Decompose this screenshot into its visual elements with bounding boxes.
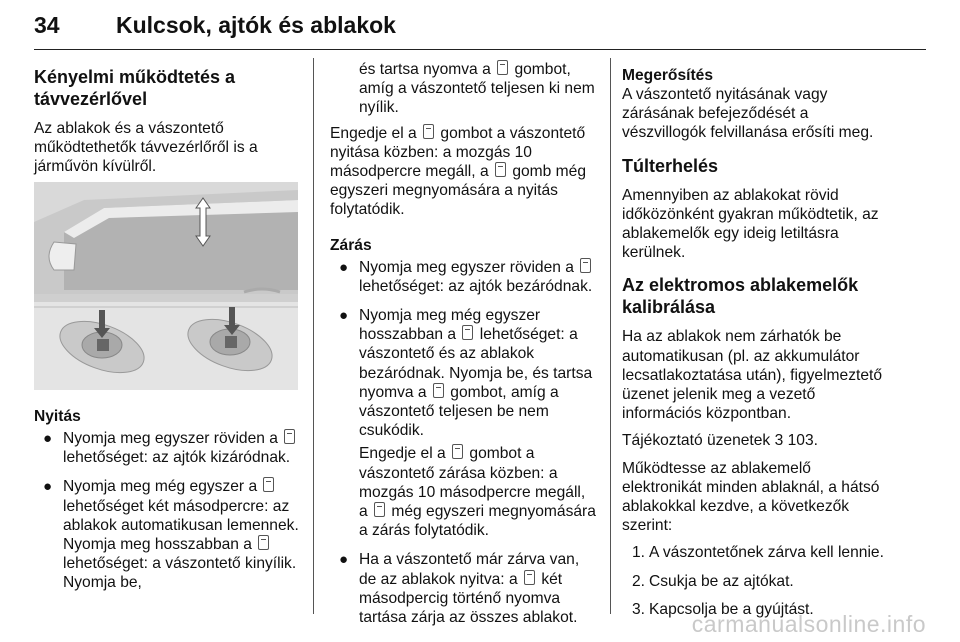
- confirm-heading: Megerősítés: [622, 67, 713, 84]
- steps-list: [622, 543, 892, 619]
- bullet: ●: [339, 307, 349, 325]
- lock-key-icon: [374, 502, 385, 517]
- header-rule: [34, 49, 926, 50]
- steps-intro: Működtesse az ablakemelő elektronikát minden ablaknál, a hátsó ablakokkal kezdve, a következők szerint:: [622, 459, 880, 535]
- list-item: ● Nyomja meg még egyszer hosszabban a lehetőséget: a vászontető és az ablakok bezáródnak. Nyomja be, és tartsa nyomva a gombot, amíg a vászontető teljesen be nem csukódik.: [339, 307, 593, 440]
- page-title: Kulcsok, ajtók és ablakok: [116, 12, 396, 38]
- watermark: carmanualsonline.info: [691, 611, 926, 637]
- figure-remote-and-window: [34, 182, 298, 390]
- intro-text: Az ablakok és a vászontető működtethetők távvezérlőről is a járművön kívülről.: [34, 120, 258, 176]
- overload-heading: Túlterhelés: [622, 155, 719, 176]
- column-3: [622, 66, 892, 628]
- bullet: ●: [43, 478, 53, 496]
- paragraph: Engedje el a gombot a vászontető nyitása közben: a mozgás 10 másodpercre megáll, a gomb még egyszeri megnyomására a nyitás folytatódik.: [330, 124, 586, 219]
- unlock-key-icon: [284, 429, 295, 444]
- page-number: 34: [34, 12, 60, 38]
- list-item: ● Nyomja meg még egyszer a lehetőséget két másodpercre: az ablakok automatikusan lemennek. Nyomja meg hosszabban a lehetőséget: a vászontető kinyílik. Nyomja be,: [43, 478, 299, 592]
- step-item: 2. Csukja be az ajtókat.: [632, 572, 794, 590]
- opening-heading: Nyitás: [34, 408, 81, 425]
- closing-list: [330, 258, 596, 628]
- closing-heading: Zárás: [330, 236, 372, 254]
- column-2: [330, 60, 596, 637]
- lock-key-icon: [524, 570, 535, 585]
- confirm-text: A vászontető nyitásának vagy zárásának befejeződését a vészvillogók felvillanása erősíti meg.: [622, 86, 874, 142]
- opening-section: [34, 407, 304, 603]
- section-heading: Kényelmi működtetés a távvezérlővel: [34, 67, 236, 109]
- lock-key-icon: [462, 325, 473, 340]
- lock-key-icon: [452, 444, 463, 459]
- list-item: ● Ha a vászontető már zárva van, de az ablakok nyitva: a két másodpercig történő nyomva tartása zárja az összes ablakot.: [339, 551, 580, 627]
- step-item: 1. A vászontetőnek zárva kell lennie.: [632, 544, 884, 562]
- list-item-continued: Engedje el a gombot a vászontető zárása közben: a mozgás 10 másodpercre megáll, a még egyszeri megnyomására a zárás folytatódik.: [359, 445, 596, 540]
- bullet: ●: [43, 430, 53, 447]
- overload-text: Amennyiben az ablakokat rövid időközönként gyakran működtetik, az ablakemelők egy ideig letiltásra kerülnek.: [622, 186, 879, 262]
- unlock-key-icon: [497, 60, 508, 75]
- column-divider: [610, 58, 611, 614]
- column-1: [34, 60, 304, 185]
- unlock-key-icon: [263, 477, 274, 492]
- list-item-continued: és tartsa nyomva a gombot, amíg a vászontető teljesen ki nem nyílik.: [359, 61, 595, 117]
- calibration-heading: Az elektromos ablakemelők kalibrálása: [622, 275, 859, 318]
- lock-key-icon: [433, 383, 444, 398]
- opening-list: [34, 429, 304, 593]
- bullet: ●: [339, 551, 349, 569]
- unlock-key-icon: [423, 124, 434, 139]
- column-divider: [313, 58, 314, 614]
- calibration-text: Ha az ablakok nem zárhatók be automatikusan (pl. az akkumulátor lecsatlakoztatása után), figyelmeztető üzenet jelenik meg a vezető információs központban.: [622, 328, 883, 423]
- unlock-key-icon: [258, 535, 269, 550]
- lock-key-icon: [580, 258, 591, 273]
- unlock-key-icon: [495, 162, 506, 177]
- arrow-icon: 3: [774, 432, 784, 450]
- info-reference: Tájékoztató üzenetek 3 103.: [622, 432, 818, 450]
- bullet: ●: [339, 258, 349, 276]
- step-item: 3. Kapcsolja be a gyújtást.: [632, 600, 814, 618]
- list-item: ● Nyomja meg egyszer röviden a lehetőséget: az ajtók bezáródnak.: [339, 258, 593, 295]
- list-item: ● Nyomja meg egyszer röviden a lehetőséget: az ajtók kizáródnak.: [34, 429, 304, 467]
